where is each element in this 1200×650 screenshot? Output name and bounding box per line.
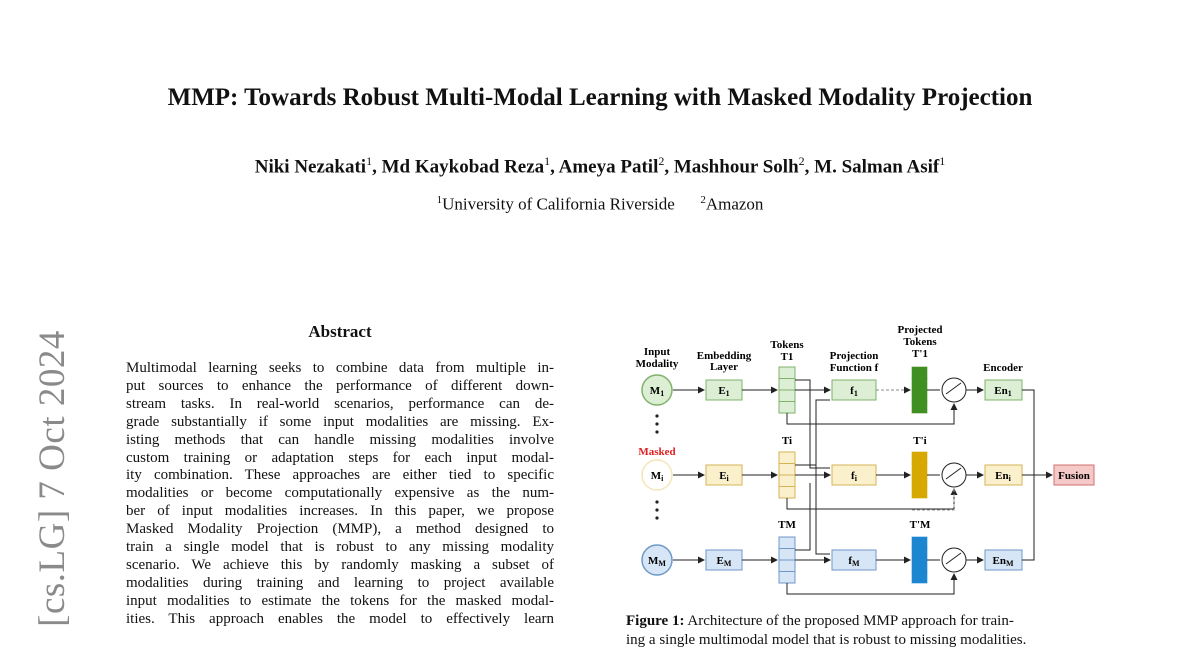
switch-circle [942,548,966,572]
abstract-line: custom training or adaptation steps for each input modal- [126,449,554,466]
header-projection-2: Function f [829,362,879,374]
masked-label: Masked [638,446,676,458]
caption-text: Architecture of the proposed MMP approach for train- [684,613,1014,629]
caption-label: Figure 1: [626,613,685,629]
projected-token-cell [912,402,927,414]
author-list: Niki Nezakati$^1$, Md Kaykobad Reza$^1$, Ameya Patil$^2$, Mashhour Solh$^2$, M. Salman Asif$^1$ [254,154,946,178]
abstract-line: scenario. We achieve this by randomly masking a subset of [126,556,554,573]
projection-label: f1 [850,385,858,398]
author-name: Md Kaykobad Reza [381,156,545,178]
label-token-i: Ti [781,435,793,447]
token-cell [779,572,795,584]
token-cell [779,475,795,487]
token-cell [779,560,795,572]
projected-token-cell [912,537,927,549]
label-ptoken-m: T'M [909,519,931,531]
affil-mark: 2 [700,194,706,206]
affil-name: Amazon [705,194,764,214]
architecture-diagram [620,318,1100,608]
abstract-line: modalities or become computationally expensive as the num- [126,485,554,502]
header-projection: Projection [829,350,879,362]
label-ptoken-i: T'i [913,435,927,447]
abstract-line: stream tasks. In real-world scenarios, performance can de- [126,395,554,412]
token-cell [779,464,795,476]
abstract-heading: Abstract [308,322,372,341]
author-affil-mark: 2 [798,154,805,168]
abstract-line: train a single model that is robust to any missing modality [126,539,554,556]
token-cell [779,402,795,414]
encoder-merge-lines [1022,390,1034,560]
switch-circle [942,378,966,402]
abstract-line: put sources to enhance the performance of different down- [126,377,554,394]
abstract-line: grade substantially if some input modalities are missing. Ex- [126,413,554,430]
encoder-label: Eni [995,470,1011,483]
diagram-rows [642,367,1022,594]
affil-name: University of California Riverside [442,194,675,214]
header-encoder: Encoder [983,362,1023,374]
affiliations [0,194,1200,215]
abstract-body [126,360,554,629]
arxiv-stamp-text: [cs.LG] 7 Oct 2024 [31,329,73,627]
arxiv-stamp [22,318,82,638]
abstract-line: input modalities to estimate the tokens for the masked modal- [126,592,554,609]
encoder-label: EnM [992,555,1014,568]
fusion-label: Fusion [1058,470,1090,482]
author-name: Niki Nezakati [254,156,367,178]
paper-title: MMP: Towards Robust Multi-Modal Learning with Masked Modality Projection [167,84,1033,111]
token-cell [779,487,795,499]
token-cell [779,452,795,464]
token-cell [779,537,795,549]
projection-label: fi [851,470,857,483]
label-token-m: TM [778,519,796,531]
header-input-modality-2: Modality [635,358,679,370]
label-ptoken-1: T'1 [912,348,928,360]
token-cell [779,367,795,379]
author-name: Ameya Patil [558,156,659,178]
cross-link [795,400,830,465]
label-token-1: T1 [780,351,794,363]
abstract-line: Masked Modality Projection (MMP), a method designed to [126,521,554,538]
abstract-line: isting methods that can handle missing modalities involve [126,431,554,448]
author-name: Mashhour Solh [673,156,799,178]
projected-token-cell [912,549,927,561]
abstract-line: Multimodal learning seeks to combine data from multiple in- [126,360,554,376]
figure-architecture [620,318,1100,608]
abstract-line: ber of input modalities increases. In this paper, we propose [126,503,554,520]
encoder-label: En1 [994,385,1012,398]
figure-caption [626,612,1096,650]
abstract-line: ities. This approach enables the model to effectively learn [126,610,554,627]
embedding-label: EM [716,555,732,568]
abstract-line: modalities during training and learning to project available [126,574,554,591]
projected-token-cell [912,464,927,476]
projected-token-cell [912,452,927,464]
header-embedding: Embedding [696,350,752,362]
header-input-modality: Input [643,346,671,358]
projected-token-cell [912,390,927,402]
projected-token-cell [912,487,927,499]
header-tokens: Tokens [770,339,804,351]
token-cell [779,390,795,402]
modality-label: Mi [650,470,664,483]
author-name: M. Salman Asif [814,156,940,178]
token-cell [779,549,795,561]
author-affil-mark: 1 [939,154,946,168]
header-embedding-2: Layer [709,361,739,373]
affil-mark: 1 [436,194,443,206]
header-projected: Projected [897,324,943,336]
embedding-label: Ei [719,470,729,483]
modality-label: M1 [649,385,665,398]
header-projected-2: Tokens [903,336,937,348]
projection-label: fM [848,555,860,568]
projected-token-cell [912,572,927,584]
cross-link [795,483,810,550]
author-affil-mark: 2 [658,154,665,168]
author-affil-mark: 1 [366,154,373,168]
embedding-label: E1 [718,385,730,398]
projected-token-cell [912,367,927,379]
caption-text-2: ing a single multimodal model that is robust to missing modalities. [626,632,1027,648]
switch-circle [942,463,966,487]
bypass-line [787,489,954,509]
projected-token-cell [912,560,927,572]
bypass-line [787,404,954,424]
token-cell [779,379,795,391]
modality-label: MM [648,555,666,568]
abstract-line: ity combination. These approaches are either tied to specific [126,467,554,484]
projected-token-cell [912,475,927,487]
author-affil-mark: 1 [544,154,551,168]
projected-token-cell [912,379,927,391]
bypass-line [787,574,954,594]
